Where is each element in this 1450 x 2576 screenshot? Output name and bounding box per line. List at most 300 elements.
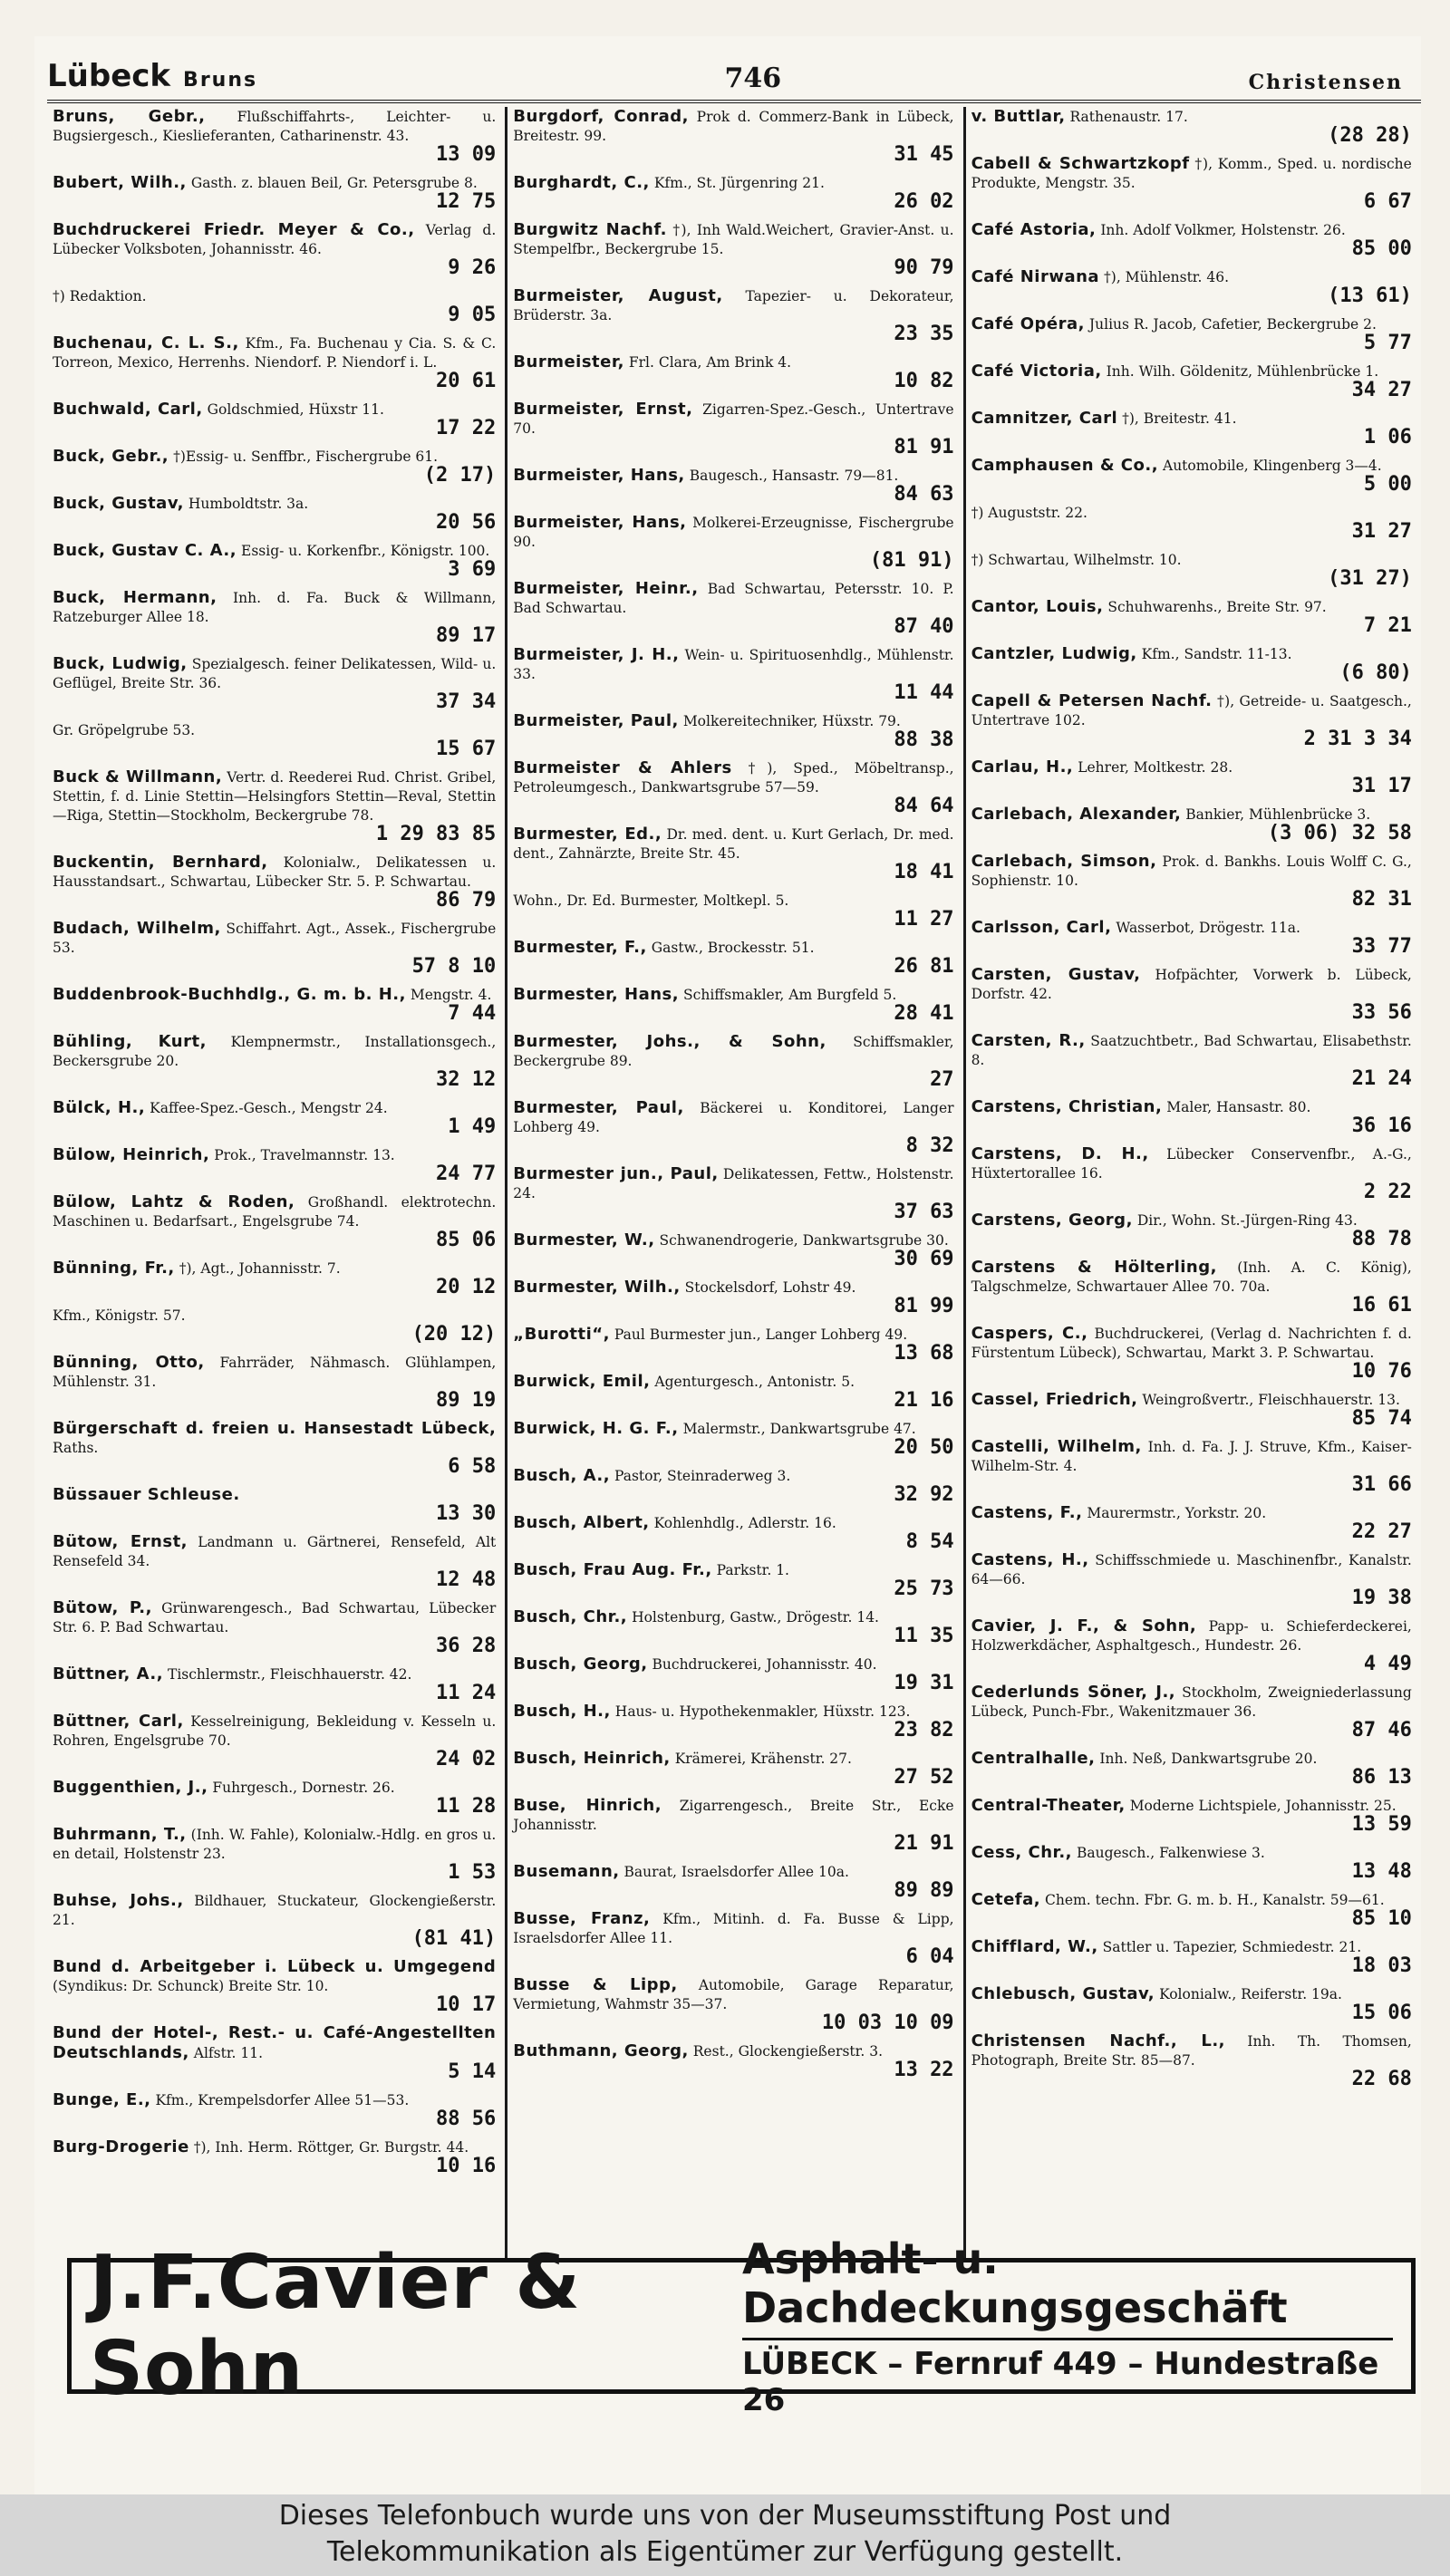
entry-name: Camnitzer, Carl <box>971 409 1118 428</box>
directory-entry <box>513 1655 953 1694</box>
phone-number: 27 <box>930 1068 954 1091</box>
directory-entry <box>513 173 953 213</box>
phone-number: 11 35 <box>894 1625 954 1647</box>
entry-name: Buse, Hinrich, <box>513 1796 662 1815</box>
phone-number: 21 91 <box>894 1832 954 1855</box>
entry-details: Klempnermstr., Installationsgech., Beckersgrube 20. <box>53 1034 497 1069</box>
entry-details: Mengstr. 4. <box>410 987 492 1003</box>
entry-name: Buck, Hermann, <box>53 588 218 607</box>
entry-name: Cess, Chr., <box>971 1843 1073 1862</box>
entry-details: Schiffsschmiede u. Maschinenfbr., Kanalstr. 64—66. <box>971 1552 1412 1587</box>
entry-details: Schuhwarenhs., Breite Str. 97. <box>1107 599 1327 615</box>
entry-details: Raths. <box>53 1440 99 1456</box>
directory-entry <box>53 654 496 713</box>
entry-details: Tischlermstr., Fleischhauerstr. 42. <box>167 1666 412 1683</box>
directory-entry <box>513 1032 953 1091</box>
entry-details: Chem. techn. Fbr. G. m. b. H., Kanalstr. 59—61. <box>1045 1892 1385 1908</box>
phone-number: 89 89 <box>894 1879 954 1902</box>
entry-details: Schiffsmakler, Beckergrube 89. <box>513 1034 954 1069</box>
directory-entry <box>972 852 1412 911</box>
directory-entry <box>513 1909 953 1968</box>
directory-entry <box>513 1325 953 1365</box>
directory-entry <box>513 1862 953 1902</box>
entry-name: Carlau, H., <box>971 757 1074 777</box>
directory-entry <box>972 220 1412 260</box>
entry-name: Buck, Gebr., <box>53 447 169 466</box>
entry-details: Prok., Travelmannstr. 13. <box>214 1147 395 1163</box>
entry-details: †), Mühlenstr. 46. <box>1104 269 1230 285</box>
phone-number: 84 64 <box>894 795 954 817</box>
phone-number: 15 06 <box>1351 2002 1412 2024</box>
entry-details: Sattler u. Tapezier, Schmiedestr. 21. <box>1102 1939 1362 1955</box>
directory-entry <box>53 985 496 1025</box>
entry-name: Büttner, Carl, <box>53 1712 184 1731</box>
entry-details: Julius R. Jacob, Cafetier, Beckergrube 2. <box>1088 316 1377 333</box>
phone-number: 13 30 <box>436 1502 497 1525</box>
directory-entry <box>513 891 953 931</box>
entry-name: Cederlunds Söner, J., <box>971 1683 1176 1702</box>
entry-details: Gastw., Brockesstr. 51. <box>651 940 815 956</box>
phone-number: 5 77 <box>1363 332 1412 354</box>
entry-details: (Inh. A. C. König), Talgschmelze, Schwartauer Allee 70. 70a. <box>971 1259 1412 1295</box>
entry-details: †), Inh Wald.Weichert, Gravier-Anst. u. Stempelfbr., Beckergrube 15. <box>513 222 954 257</box>
entry-name: Carlebach, Simson, <box>971 852 1157 871</box>
entry-details: Lübecker Conservenfbr., A.-G., Hüxtertorallee 16. <box>971 1146 1412 1182</box>
phone-number: (2 17) <box>423 464 497 487</box>
entry-details: Dr. med. dent. u. Kurt Gerlach, Dr. med. dent., Zahnärzte, Breite Str. 45. <box>513 826 954 862</box>
entry-name: Buchenau, C. L. S., <box>53 333 239 352</box>
directory-entry <box>513 1098 953 1157</box>
phone-number: 17 22 <box>436 417 497 439</box>
directory-entry <box>53 220 496 279</box>
phone-number: 4 49 <box>1363 1653 1412 1675</box>
directory-entry <box>972 550 1412 590</box>
entry-name: Carlsson, Carl, <box>971 918 1112 937</box>
directory-entry <box>53 1712 496 1770</box>
entry-details: (Syndikus: Dr. Schunck) Breite Str. 10. <box>53 1978 329 1994</box>
directory-entry <box>972 1890 1412 1930</box>
phone-number: 88 78 <box>1351 1228 1412 1250</box>
entry-name: Buck, Gustav, <box>53 494 184 513</box>
directory-entry <box>972 644 1412 684</box>
phone-number: 9 26 <box>448 256 497 279</box>
footer-line2: Telekommunikation als Eigentümer zur Verfügung gestellt. <box>326 2536 1124 2568</box>
phone-number: 26 81 <box>894 955 954 978</box>
phone-number: (6 80) <box>1339 661 1412 684</box>
entry-name: Buhse, Johs., <box>53 1891 184 1910</box>
entry-details: Tapezier- u. Dekorateur, Brüderstr. 3a. <box>513 288 954 323</box>
phone-number: 10 16 <box>436 2155 497 2177</box>
phone-number: 11 27 <box>894 908 954 931</box>
directory-entry <box>972 154 1412 213</box>
entry-details: Baurat, Israelsdorfer Allee 10a. <box>624 1864 849 1880</box>
entry-name: v. Buttlar, <box>971 107 1066 126</box>
phone-number: 9 05 <box>448 304 497 326</box>
entry-name: Buchdruckerei Friedr. Meyer & Co., <box>53 220 415 239</box>
phone-number: 86 13 <box>1351 1766 1412 1789</box>
directory-entry <box>53 1664 496 1704</box>
entry-details: Parkstr. 1. <box>716 1562 789 1578</box>
directory-entry <box>513 220 953 279</box>
entry-name: Büttner, A., <box>53 1664 164 1684</box>
entry-details: Stockelsdorf, Lohstr 49. <box>684 1279 856 1296</box>
directory-entry <box>53 1957 496 2016</box>
entry-details: Hofpächter, Vorwerk b. Lübeck, Dorfstr. 42. <box>971 967 1412 1002</box>
directory-entry <box>513 1796 953 1855</box>
directory-entry <box>972 1984 1412 2024</box>
directory-entry <box>972 597 1412 637</box>
column-2 <box>505 107 962 2282</box>
entry-details: Papp- u. Schieferdeckerei, Holzwerkdächer, Asphaltgesch., Hundestr. 26. <box>971 1618 1412 1654</box>
phone-number: 22 68 <box>1351 2068 1412 2090</box>
entry-name: Busch, Frau Aug. Fr., <box>513 1560 712 1579</box>
directory-entry <box>972 267 1412 307</box>
entry-details: Bad Schwartau, Petersstr. 10. P. Bad Schwartau. <box>513 581 954 616</box>
page-header <box>47 53 1421 103</box>
phone-number: (3 06) 32 58 <box>1267 822 1412 844</box>
entry-name: Camphausen & Co., <box>971 456 1159 475</box>
entry-name: Bülck, H., <box>53 1098 146 1117</box>
phone-number: 88 56 <box>436 2108 497 2130</box>
entry-name: Busch, H., <box>513 1702 611 1721</box>
entry-name: Caspers, C., <box>971 1324 1088 1343</box>
entry-details: Schiffsmakler, Am Burgfeld 5. <box>683 987 897 1003</box>
phone-number: 90 79 <box>894 256 954 279</box>
phone-number: 24 02 <box>436 1748 497 1770</box>
directory-entry <box>972 2031 1412 2090</box>
entry-details: Inh. Neß, Dankwartsgrube 20. <box>1099 1751 1318 1767</box>
entry-details: Kohlenhdlg., Adlerstr. 16. <box>653 1515 836 1531</box>
phone-number: 2 31 3 34 <box>1303 728 1412 750</box>
phone-number: 5 14 <box>448 2060 497 2083</box>
entry-name: Buckentin, Bernhard, <box>53 853 268 872</box>
entry-details: Goldschmied, Hüxstr 11. <box>207 401 384 418</box>
entry-name: Burmeister & Ahlers <box>513 758 732 777</box>
phone-number: 31 17 <box>1351 775 1412 797</box>
phone-number: 6 58 <box>448 1455 497 1478</box>
entry-name: Carlebach, Alexander, <box>971 805 1182 824</box>
entry-details: Krämerei, Krähenstr. 27. <box>674 1751 852 1767</box>
phone-number: 27 52 <box>894 1766 954 1789</box>
phone-number: 87 46 <box>1351 1719 1412 1741</box>
phone-number: (28 28) <box>1328 124 1412 147</box>
entry-name: Busch, Chr., <box>513 1607 628 1626</box>
entry-details: Gasth. z. blauen Beil, Gr. Petersgrube 8. <box>190 175 478 191</box>
entry-details: Verlag d. Lübecker Volksboten, Johannisstr. 46. <box>53 222 497 257</box>
entry-details: Fahrräder, Nähmasch. Glühlampen, Mühlenstr. 31. <box>53 1355 497 1390</box>
advertisement <box>67 2233 1416 2418</box>
phone-number: 18 03 <box>1351 1954 1412 1977</box>
entry-name: Capell & Petersen Nachf. <box>971 691 1213 710</box>
entry-details: Rest., Glockengießerstr. 3. <box>692 2043 883 2060</box>
directory-entry <box>972 1097 1412 1137</box>
entry-name: Cassel, Friedrich, <box>971 1390 1138 1409</box>
phone-number: 22 27 <box>1351 1520 1412 1543</box>
phone-number: 89 19 <box>436 1389 497 1412</box>
entry-name: Bürgerschaft d. freien u. Hansestadt Lübeck, <box>53 1419 497 1438</box>
directory-entry <box>972 1144 1412 1203</box>
phone-number: 15 67 <box>436 738 497 760</box>
entry-details: Bankier, Mühlenbrücke 3. <box>1185 806 1371 823</box>
phone-number: 18 41 <box>894 861 954 883</box>
phone-number: 13 22 <box>894 2059 954 2081</box>
entry-name: Carstens & Hölterling, <box>971 1258 1217 1277</box>
entry-details: Gr. Gröpelgrube 53. <box>53 722 196 738</box>
entry-details: Rathenaustr. 17. <box>1069 109 1188 125</box>
entry-name: Büssauer Schleuse. <box>53 1485 240 1504</box>
phone-number: 2 22 <box>1363 1181 1412 1203</box>
entry-details: Vertr. d. Reederei Rud. Christ. Gribel, Stettin, f. d. Linie Stettin—Helsingfors Stettin—Reval, Stettin—Riga, Stettin—Stockholm, Beckergrube 78. <box>53 769 497 824</box>
entry-details: Malermstr., Dankwartsgrube 47. <box>682 1421 916 1437</box>
entry-name: Christensen Nachf., L., <box>971 2031 1226 2050</box>
phone-number: 8 32 <box>905 1134 954 1157</box>
directory-entry <box>53 588 496 647</box>
directory-entry <box>513 1702 953 1741</box>
directory-entry <box>972 1749 1412 1789</box>
phone-number: 81 99 <box>894 1295 954 1317</box>
directory-entry <box>53 1259 496 1298</box>
entry-name: Café Nirwana <box>971 267 1100 286</box>
phone-number: 20 12 <box>436 1276 497 1298</box>
entry-name: Busch, Georg, <box>513 1655 648 1674</box>
phone-number: 13 09 <box>436 143 497 166</box>
entry-name: Castens, H., <box>971 1550 1089 1569</box>
entry-name: Bünning, Fr., <box>53 1259 175 1278</box>
entry-details: †), Sped., Möbeltransp., Petroleumgesch., Dankwartsgrube 57—59. <box>513 760 954 796</box>
directory-entry <box>513 985 953 1025</box>
phone-number: (20 12) <box>411 1323 497 1346</box>
phone-number: 36 16 <box>1351 1114 1412 1137</box>
entry-details: Maurermstr., Yorkstr. 20. <box>1087 1505 1267 1521</box>
entry-details: Inh. Wilh. Göldenitz, Mühlenbrücke 1. <box>1106 363 1379 380</box>
entry-name: Bütow, P., <box>53 1598 152 1617</box>
phone-number: 20 56 <box>436 511 497 534</box>
entry-name: Carsten, Gustav, <box>971 965 1141 984</box>
entry-name: Burmeister, Hans, <box>513 513 687 532</box>
phone-number: 31 27 <box>1351 520 1412 543</box>
phone-number: 82 31 <box>1351 888 1412 911</box>
entry-name: Carstens, Christian, <box>971 1097 1163 1116</box>
entry-details: Haus- u. Hypothekenmakler, Hüxstr. 123. <box>614 1703 911 1720</box>
directory-entry <box>972 1390 1412 1430</box>
directory-entry <box>972 1211 1412 1250</box>
entry-details: †) Auguststr. 22. <box>971 505 1088 521</box>
entry-details: Inh. d. Fa. Buck & Willmann, Ratzeburger Allee 18. <box>53 590 497 625</box>
entry-name: Bunge, E., <box>53 2090 151 2109</box>
directory-entry <box>513 1607 953 1647</box>
directory-entry <box>972 691 1412 750</box>
page-number: 746 <box>724 63 782 94</box>
phone-number: 10 82 <box>894 370 954 392</box>
phone-number: 10 17 <box>436 1993 497 2016</box>
entry-name: Buck & Willmann, <box>53 767 223 786</box>
directory-entry <box>513 1466 953 1506</box>
directory-entry <box>513 579 953 638</box>
directory-entry <box>513 938 953 978</box>
entry-name: Buhrmann, T., <box>53 1825 187 1844</box>
phone-number: 85 10 <box>1351 1907 1412 1930</box>
directory-entry <box>53 494 496 534</box>
phone-number: 81 91 <box>894 436 954 458</box>
entry-details: Alfstr. 11. <box>193 2045 264 2061</box>
directory-entry <box>972 314 1412 354</box>
entry-details: Dir., Wohn. St.-Jürgen-Ring 43. <box>1136 1212 1358 1229</box>
directory-entry <box>972 1796 1412 1836</box>
entry-details: †), Breitestr. 41. <box>1122 410 1237 427</box>
phone-number: 37 63 <box>894 1201 954 1223</box>
directory-entry <box>513 286 953 345</box>
footer-note <box>0 2494 1450 2576</box>
phone-number: 31 66 <box>1351 1473 1412 1496</box>
entry-details: Inh. Adolf Volkmer, Holstenstr. 26. <box>1100 222 1346 238</box>
entry-name: Burmester, Johs., & Sohn, <box>513 1032 826 1051</box>
entry-details: Prok. d. Bankhs. Louis Wolff C. G., Sophienstr. 10. <box>971 854 1412 889</box>
directory-entry <box>53 1098 496 1138</box>
header-left: Lübeck Bruns <box>47 58 258 94</box>
entry-name: Burmeister, Paul, <box>513 711 679 730</box>
directory-entry <box>53 286 496 326</box>
entry-details: Spezialgesch. feiner Delikatessen, Wild- u. Geflügel, Breite Str. 36. <box>53 656 497 691</box>
phone-number: 16 61 <box>1351 1294 1412 1317</box>
entry-details: Delikatessen, Fettw., Holstenstr. 24. <box>513 1166 954 1201</box>
entry-details: Maler, Hansastr. 80. <box>1166 1099 1311 1115</box>
entry-name: Cantor, Louis, <box>971 597 1104 616</box>
directory-entry <box>53 173 496 213</box>
entry-name: Bruns, Gebr., <box>53 107 206 126</box>
entry-name: Bund d. Arbeitgeber i. Lübeck u. Umgegend <box>53 1957 497 1976</box>
directory-entry <box>53 2090 496 2130</box>
entry-details: Buchdruckerei, Johannisstr. 40. <box>652 1656 877 1673</box>
entry-details: Baugesch., Hansastr. 79—81. <box>689 468 899 484</box>
phone-number: 86 79 <box>436 889 497 912</box>
phone-number: 10 76 <box>1351 1360 1412 1383</box>
directory-entry <box>53 1598 496 1657</box>
directory-entry <box>513 107 953 166</box>
entry-name: Bülow, Heinrich, <box>53 1145 210 1164</box>
entry-name: Bünning, Otto, <box>53 1353 205 1372</box>
entry-name: Café Victoria, <box>971 362 1102 381</box>
entry-name: Burwick, Emil, <box>513 1372 651 1391</box>
directory-entry <box>972 757 1412 797</box>
directory-entry <box>972 456 1412 496</box>
entry-name: Burmeister, August, <box>513 286 723 305</box>
phone-number: 1 49 <box>448 1115 497 1138</box>
entry-name: Busch, Albert, <box>513 1513 650 1532</box>
directory-entry <box>513 1749 953 1789</box>
entry-name: Centralhalle, <box>971 1749 1096 1768</box>
phone-number: 25 73 <box>894 1577 954 1600</box>
entry-name: Carsten, R., <box>971 1031 1086 1050</box>
phone-number: (81 41) <box>411 1927 497 1950</box>
column-3 <box>963 107 1421 2282</box>
directory-entry <box>53 767 496 845</box>
entry-details: Zigarrengesch., Breite Str., Ecke Johannisstr. <box>513 1798 954 1833</box>
phone-number: 19 38 <box>1351 1587 1412 1609</box>
entry-details: Kfm., Mitinh. d. Fa. Busse & Lipp, Israelsdorfer Allee 11. <box>513 1911 954 1946</box>
entry-name: Burgwitz Nachf. <box>513 220 668 239</box>
entry-details: †), Agt., Johannisstr. 7. <box>179 1260 341 1277</box>
entry-details: †), Inh. Herm. Röttger, Gr. Burgstr. 44. <box>193 2139 469 2156</box>
entry-details: Wasserbot, Drögestr. 11a. <box>1116 920 1300 936</box>
entry-name: Busch, Heinrich, <box>513 1749 671 1768</box>
phone-number: 28 41 <box>894 1002 954 1025</box>
phone-number: 32 12 <box>436 1068 497 1091</box>
entry-details: Kolonialw., Reiferstr. 19a. <box>1159 1986 1342 2002</box>
entry-name: Carstens, D. H., <box>971 1144 1149 1163</box>
entry-name: Bütow, Ernst, <box>53 1532 188 1551</box>
ad-line2: LÜBECK – Fernruf 449 – Hundestraße 26 <box>742 2345 1379 2418</box>
phone-number: 1 29 83 85 <box>375 823 497 845</box>
entry-details: (Inh. W. Fahle), Kolonialw.-Hdlg. en gros u. en detail, Holstenstr 23. <box>53 1827 497 1862</box>
directory-entry <box>972 107 1412 147</box>
entry-details: †), Getreide- u. Saatgesch., Untertrave 102. <box>971 693 1412 728</box>
phone-number: 12 75 <box>436 190 497 213</box>
entry-name: Burmeister, Hans, <box>513 466 685 485</box>
entry-details: Kaffee-Spez.-Gesch., Mengstr 24. <box>150 1100 388 1116</box>
entry-name: Budach, Wilhelm, <box>53 919 221 938</box>
entry-name: Burmeister, Ernst, <box>513 400 693 419</box>
phone-number: 31 45 <box>894 143 954 166</box>
directory-entry <box>53 1032 496 1091</box>
entry-details: Saatzuchtbetr., Bad Schwartau, Elisabethstr. 8. <box>971 1033 1412 1068</box>
phone-number: 11 28 <box>436 1795 497 1818</box>
phone-number: 30 69 <box>894 1248 954 1270</box>
entry-details: †), Komm., Sped. u. nordische Produkte, Mengstr. 35. <box>971 156 1412 191</box>
entry-details: Bildhauer, Stuckateur, Glockengießerstr. 21. <box>53 1893 497 1928</box>
directory-entry <box>513 1164 953 1223</box>
entry-name: Chlebusch, Gustav, <box>971 1984 1155 2003</box>
directory-entry <box>972 1843 1412 1883</box>
entry-name: Buck, Ludwig, <box>53 654 188 673</box>
phone-number: 85 06 <box>436 1229 497 1251</box>
phone-number: 6 67 <box>1363 190 1412 213</box>
phone-number: 24 77 <box>436 1163 497 1185</box>
directory-entry <box>972 409 1412 449</box>
entry-details: Automobile, Garage Reparatur, Vermietung, Wahmstr 35—37. <box>513 1977 954 2012</box>
directory-entry <box>513 513 953 572</box>
phone-number: 87 40 <box>894 615 954 638</box>
entry-name: Busch, A., <box>513 1466 611 1485</box>
directory-entry <box>513 466 953 506</box>
phone-number: 21 24 <box>1351 1067 1412 1090</box>
directory-entry <box>53 107 496 166</box>
footer-line1: Dieses Telefonbuch wurde uns von der Museumsstiftung Post und <box>278 2500 1172 2532</box>
phone-number: 33 56 <box>1351 1001 1412 1024</box>
entry-details: Frl. Clara, Am Brink 4. <box>628 354 792 371</box>
phone-number: 7 21 <box>1363 614 1412 637</box>
phone-number: (81 91) <box>869 549 954 572</box>
directory-entry <box>53 400 496 439</box>
entry-name: Buck, Gustav C. A., <box>53 541 237 560</box>
directory-entry <box>972 918 1412 958</box>
phone-number: 36 28 <box>436 1635 497 1657</box>
phone-number: 20 50 <box>894 1436 954 1459</box>
phone-number: 33 77 <box>1351 935 1412 958</box>
entry-name: Buddenbrook-Buchhdlg., G. m. b. H., <box>53 985 406 1004</box>
entry-details: Molkereitechniker, Hüxstr. 79. <box>682 713 901 729</box>
ad-line1: Asphalt- u. Dachdeckungsgeschäft <box>742 2234 1393 2340</box>
phone-number: 8 54 <box>905 1530 954 1553</box>
directory-entry <box>972 503 1412 543</box>
phone-number: 20 61 <box>436 370 497 392</box>
phone-number: 88 38 <box>894 728 954 751</box>
entry-details: Fuhrgesch., Dornestr. 26. <box>212 1780 395 1796</box>
entry-details: Weingroßvertr., Fleischhauerstr. 13. <box>1142 1392 1400 1408</box>
phone-number: 3 69 <box>448 558 497 581</box>
entry-details: Kesselreinigung, Bekleidung v. Kesseln u. Rohren, Engelsgrube 70. <box>53 1713 497 1749</box>
directory-entry <box>513 711 953 751</box>
entry-details: Schiffahrt. Agt., Assek., Fischergrube 53. <box>53 921 497 956</box>
